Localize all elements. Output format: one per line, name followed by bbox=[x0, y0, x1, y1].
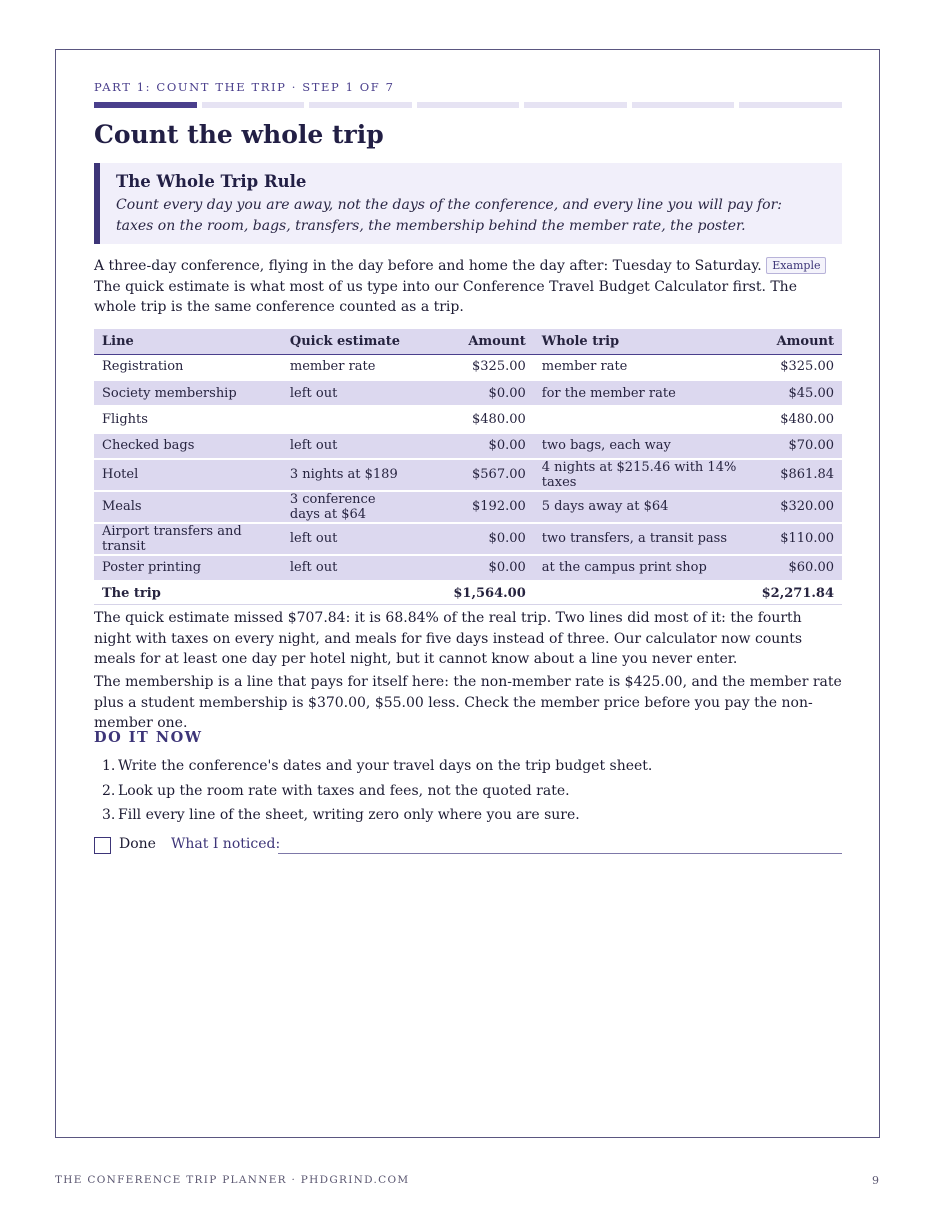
header-quick-amount: Amount bbox=[414, 329, 534, 354]
analysis-paragraph-2: The membership is a line that pays for itself here: the non-member rate is $425.00, and the member rate plus a student membership is $370.00, $55.00 less. Check the member price before you pay the non-member one. bbox=[94, 674, 842, 731]
cell-quick-amount: $567.00 bbox=[414, 459, 534, 491]
page-number: 9 bbox=[872, 1174, 879, 1187]
rule-callout bbox=[94, 163, 842, 244]
cell-whole-trip: two transfers, a transit pass bbox=[534, 523, 754, 555]
cell-line: Checked bags bbox=[94, 433, 282, 459]
step-text: Fill every line of the sheet, writing zero only where you are sure. bbox=[118, 807, 580, 823]
cell-line: Flights bbox=[94, 406, 282, 432]
header-whole-amount: Amount bbox=[754, 329, 842, 354]
cell-quick-estimate: member rate bbox=[282, 354, 414, 380]
total-quick-note bbox=[282, 581, 414, 605]
progress-segment bbox=[417, 102, 520, 108]
table-row bbox=[94, 433, 842, 459]
cell-quick-amount: $192.00 bbox=[414, 491, 534, 523]
footer-text: THE CONFERENCE TRIP PLANNER · PHDGRIND.COM bbox=[55, 1174, 410, 1186]
page-frame bbox=[55, 49, 880, 1138]
cell-quick-amount: $0.00 bbox=[414, 555, 534, 581]
cell-whole-trip: member rate bbox=[534, 354, 754, 380]
done-checkbox[interactable] bbox=[94, 837, 111, 854]
action-steps-list bbox=[102, 754, 652, 828]
cell-whole-amount: $60.00 bbox=[754, 555, 842, 581]
total-whole-note bbox=[534, 581, 754, 605]
table-row bbox=[94, 523, 842, 555]
step-eyebrow: PART 1: COUNT THE TRIP · STEP 1 OF 7 bbox=[94, 80, 395, 94]
progress-segment bbox=[94, 102, 197, 108]
cell-line: Registration bbox=[94, 354, 282, 380]
table-header-row bbox=[94, 329, 842, 354]
cell-whole-trip: 4 nights at $215.46 with 14% taxes bbox=[534, 459, 754, 491]
cell-whole-trip: for the member rate bbox=[534, 380, 754, 406]
cell-quick-estimate: left out bbox=[282, 523, 414, 555]
progress-segment bbox=[202, 102, 305, 108]
table-row bbox=[94, 406, 842, 432]
cell-whole-amount: $325.00 bbox=[754, 354, 842, 380]
table-row bbox=[94, 491, 842, 523]
cell-line: Airport transfers and transit bbox=[94, 523, 282, 555]
step-text: Write the conference's dates and your travel days on the trip budget sheet. bbox=[118, 758, 653, 774]
cell-whole-amount: $861.84 bbox=[754, 459, 842, 491]
cell-quick-amount: $0.00 bbox=[414, 380, 534, 406]
example-tag: Example bbox=[766, 257, 826, 274]
table-row bbox=[94, 555, 842, 581]
noticed-input-line[interactable] bbox=[278, 853, 842, 854]
table-body bbox=[94, 354, 842, 581]
noticed-label: What I noticed: bbox=[171, 836, 281, 852]
rule-title: The Whole Trip Rule bbox=[116, 172, 307, 191]
step-number: 1. bbox=[102, 758, 116, 774]
analysis-paragraph-1: The quick estimate missed $707.84: it is 68.84% of the real trip. Two lines did most of it: the fourth night with taxes on every night, and meals for five days instead of three. Our calculator now counts meals for at least one day per hotel night, but it cannot know about a line you never enter. bbox=[94, 610, 803, 667]
cell-quick-estimate: 3 conference days at $64 bbox=[282, 491, 414, 523]
cell-whole-trip: two bags, each way bbox=[534, 433, 754, 459]
cell-quick-amount: $325.00 bbox=[414, 354, 534, 380]
intro-text-after: The quick estimate is what most of us type into our Conference Travel Budget Calculator first. The whole trip is the same conference counted as a trip. bbox=[94, 278, 797, 315]
action-step bbox=[102, 803, 652, 828]
page-title: Count the whole trip bbox=[94, 120, 384, 149]
done-row bbox=[94, 836, 842, 856]
table-row bbox=[94, 459, 842, 491]
cell-whole-amount: $320.00 bbox=[754, 491, 842, 523]
cell-line: Hotel bbox=[94, 459, 282, 491]
cell-quick-amount: $0.00 bbox=[414, 433, 534, 459]
cell-quick-estimate: left out bbox=[282, 380, 414, 406]
intro-text-before: A three-day conference, flying in the day before and home the day after: Tuesday to Saturday. bbox=[94, 258, 762, 274]
progress-segment bbox=[309, 102, 412, 108]
cell-whole-trip: 5 days away at $64 bbox=[534, 491, 754, 523]
cell-quick-estimate: left out bbox=[282, 555, 414, 581]
step-number: 2. bbox=[102, 782, 116, 799]
table-total-row bbox=[94, 581, 842, 605]
rule-text: Count every day you are away, not the days of the conference, and every line you will pay for: taxes on the room, bags, transfers, the membership behind the member rate, the poster. bbox=[116, 197, 782, 234]
cell-whole-trip bbox=[534, 406, 754, 432]
progress-segment bbox=[524, 102, 627, 108]
cell-whole-trip: at the campus print shop bbox=[534, 555, 754, 581]
do-it-now-heading: DO IT NOW bbox=[94, 729, 203, 746]
cell-quick-amount: $0.00 bbox=[414, 523, 534, 555]
progress-segment bbox=[632, 102, 735, 108]
header-quick-estimate: Quick estimate bbox=[282, 329, 414, 354]
done-label: Done bbox=[119, 836, 156, 852]
total-whole-amount: $2,271.84 bbox=[754, 581, 842, 605]
budget-table bbox=[94, 329, 842, 605]
cell-whole-amount: $70.00 bbox=[754, 433, 842, 459]
cell-quick-estimate: left out bbox=[282, 433, 414, 459]
intro-paragraph bbox=[94, 256, 842, 318]
cell-line: Poster printing bbox=[94, 555, 282, 581]
step-text: Look up the room rate with taxes and fees, not the quoted rate. bbox=[118, 782, 570, 799]
table-row bbox=[94, 354, 842, 380]
action-step bbox=[102, 754, 652, 779]
action-step bbox=[102, 779, 652, 804]
cell-whole-amount: $480.00 bbox=[754, 406, 842, 432]
cell-line: Society membership bbox=[94, 380, 282, 406]
step-number: 3. bbox=[102, 807, 116, 823]
table-row bbox=[94, 380, 842, 406]
cell-quick-estimate: 3 nights at $189 bbox=[282, 459, 414, 491]
cell-whole-amount: $45.00 bbox=[754, 380, 842, 406]
cell-line: Meals bbox=[94, 491, 282, 523]
cell-whole-amount: $110.00 bbox=[754, 523, 842, 555]
total-label: The trip bbox=[94, 581, 282, 605]
header-whole-trip: Whole trip bbox=[534, 329, 754, 354]
total-quick-amount: $1,564.00 bbox=[414, 581, 534, 605]
cell-quick-amount: $480.00 bbox=[414, 406, 534, 432]
progress-segment bbox=[739, 102, 842, 108]
cell-quick-estimate bbox=[282, 406, 414, 432]
step-progress-bar bbox=[94, 102, 842, 108]
header-line: Line bbox=[94, 329, 282, 354]
